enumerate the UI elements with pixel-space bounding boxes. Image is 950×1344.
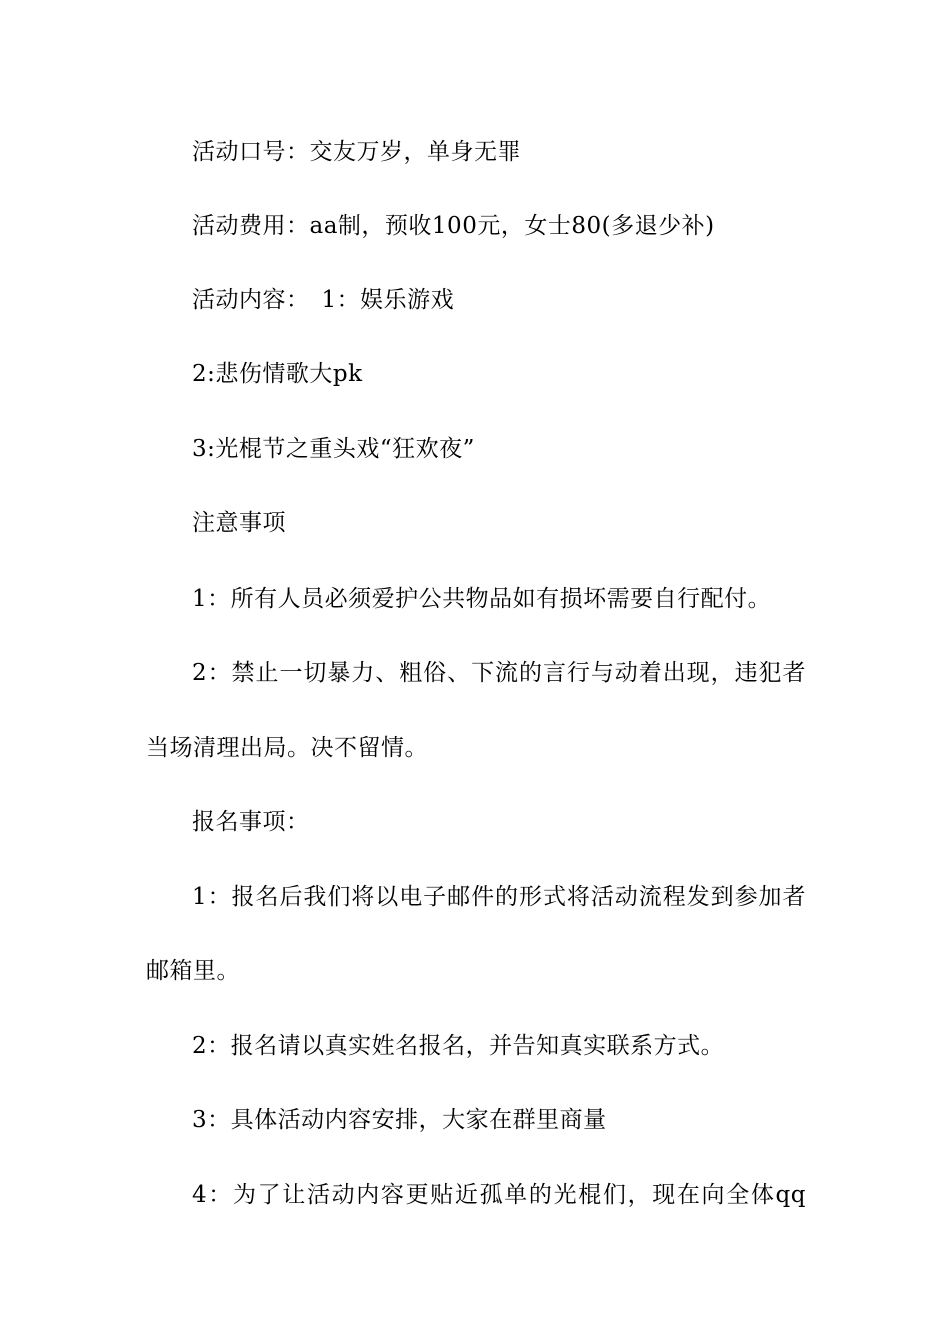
fee-line: 活动费用：aa制，预收100元，女士80(多退少补): [192, 213, 715, 239]
signup-item-3: 3：具体活动内容安排，大家在群里商量: [192, 1107, 607, 1133]
note-item-2: 2：禁止一切暴力、粗俗、下流的言行与动着出现，违犯者: [192, 660, 806, 686]
slogan-line: 活动口号：交友万岁，单身无罪: [192, 139, 521, 165]
signup-item-2: 2：报名请以真实姓名报名，并告知真实联系方式。: [192, 1033, 725, 1059]
content-line-1: 活动内容： 1：娱乐游戏: [192, 287, 455, 313]
note-item-1: 1：所有人员必须爱护公共物品如有损坏需要自行配付。: [192, 586, 772, 612]
notes-heading: 注意事项: [192, 510, 286, 536]
signup-item-1-cont: 邮箱里。: [146, 958, 240, 984]
signup-heading: 报名事项：: [192, 809, 310, 835]
content-line-2: 2:悲伤情歌大pk: [192, 361, 363, 387]
signup-item-4: 4：为了让活动内容更贴近孤单的光棍们，现在向全体qq: [192, 1182, 806, 1208]
note-item-2-cont: 当场清理出局。决不留情。: [146, 735, 428, 761]
signup-item-1: 1：报名后我们将以电子邮件的形式将活动流程发到参加者: [192, 884, 806, 910]
content-line-3: 3:光棍节之重头戏“狂欢夜”: [192, 436, 475, 462]
